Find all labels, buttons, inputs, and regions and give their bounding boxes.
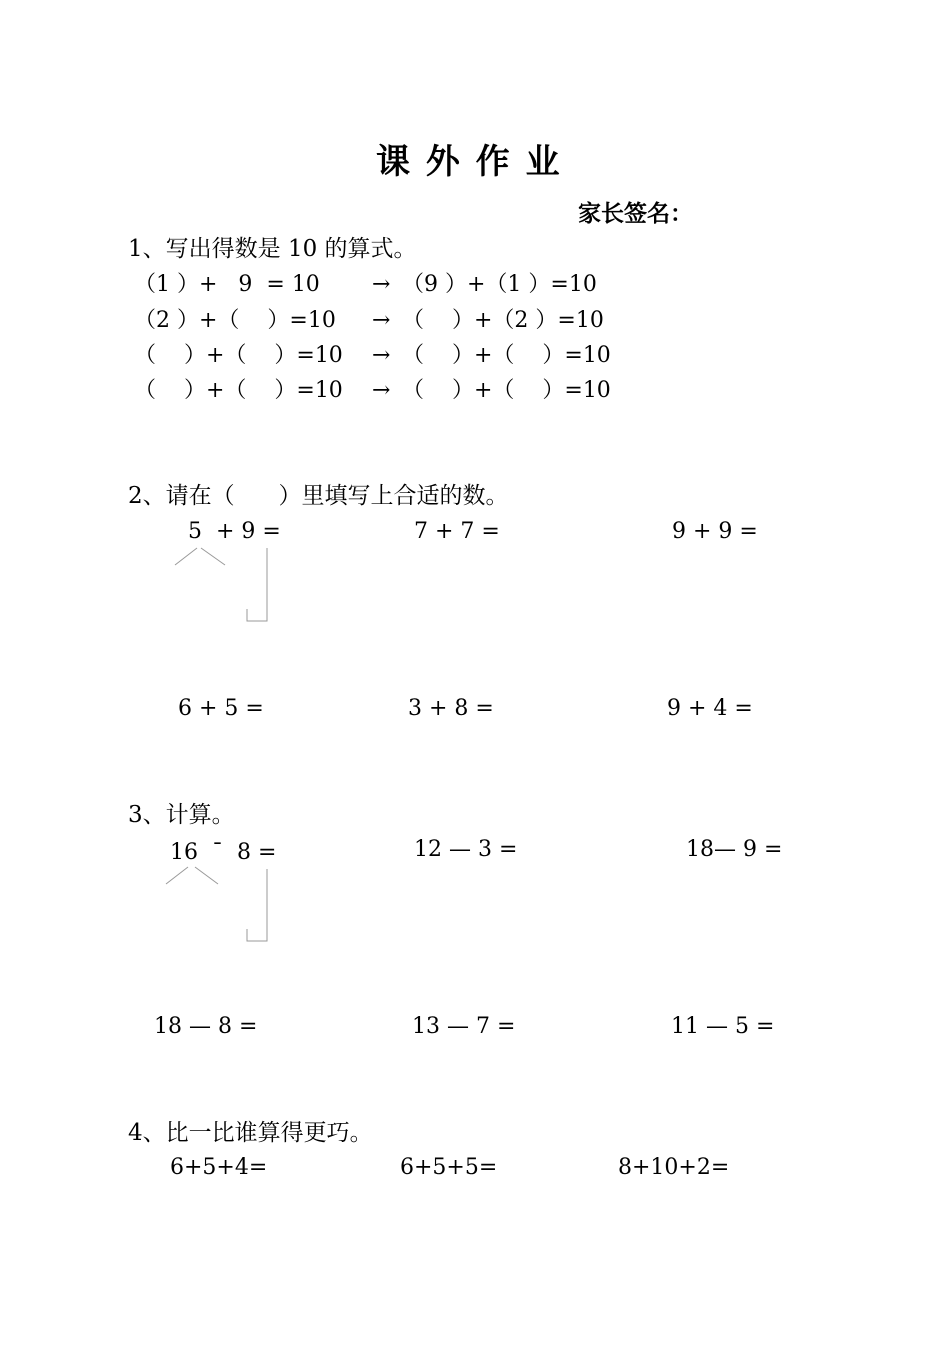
q1-row3-left: （ ）+（ ）=10 [134, 343, 343, 368]
q1-row1-right: （9 ）+（1 ）=10 [402, 272, 597, 297]
q1-row1-arrow-icon: → [372, 272, 391, 297]
q3-problem-3: 18— 9 = [686, 837, 783, 862]
page-title: 课 外 作 业 [376, 142, 562, 182]
q2-problem-2: 7 + 7 = [414, 519, 500, 544]
q1-row3-arrow-icon: → [372, 343, 391, 368]
split-line-left-q2 [175, 548, 197, 565]
q3-heading: 3、计算。 [128, 802, 235, 828]
bracket-line-q3 [247, 869, 267, 941]
q1-row2-arrow-icon: → [372, 308, 391, 333]
split-line-right-q2 [201, 548, 225, 565]
q1-row4-left: （ ）+（ ）=10 [134, 378, 343, 403]
q3-problem-6: 11 — 5 = [671, 1014, 775, 1039]
q1-row2-right: （ ）+（2 ）=10 [402, 308, 604, 333]
parent-signature-label: 家长签名： [578, 201, 693, 227]
q4-problem-1: 6+5+4= [170, 1155, 268, 1180]
q1-heading: 1、写出得数是 10 的算式。 [128, 236, 417, 262]
q1-row4-right: （ ）+（ ）=10 [402, 378, 611, 403]
q3-problem-5: 13 — 7 = [412, 1014, 516, 1039]
q3-problem-2: 12 — 3 = [414, 837, 518, 862]
split-line-right-q3 [195, 867, 218, 884]
q2-problem-1: 5 + 9 = [188, 519, 281, 544]
q3-problem-4: 18 — 8 = [154, 1014, 258, 1039]
q1-row2-left: （2 ）+（ ）=10 [134, 308, 336, 333]
q2-problem-5: 3 + 8 = [408, 696, 494, 721]
split-line-left-q3 [166, 867, 188, 884]
q4-heading: 4、比一比谁算得更巧。 [128, 1120, 373, 1146]
q1-row3-right: （ ）+（ ）=10 [402, 343, 611, 368]
q2-problem-6: 9 + 4 = [667, 696, 753, 721]
q1-row4-arrow-icon: → [372, 378, 391, 403]
q3-problem-1: 16 ˉ 8 = [170, 840, 277, 865]
q4-problem-2: 6+5+5= [400, 1155, 498, 1180]
q2-heading: 2、请在（ ）里填写上合适的数。 [128, 483, 509, 509]
bracket-line-q2 [247, 548, 267, 621]
q2-problem-3: 9 + 9 = [672, 519, 758, 544]
q4-problem-3: 8+10+2= [618, 1155, 730, 1180]
q1-row1-left: （1 ）+ 9 = 10 [134, 272, 320, 297]
q2-problem-4: 6 + 5 = [178, 696, 264, 721]
